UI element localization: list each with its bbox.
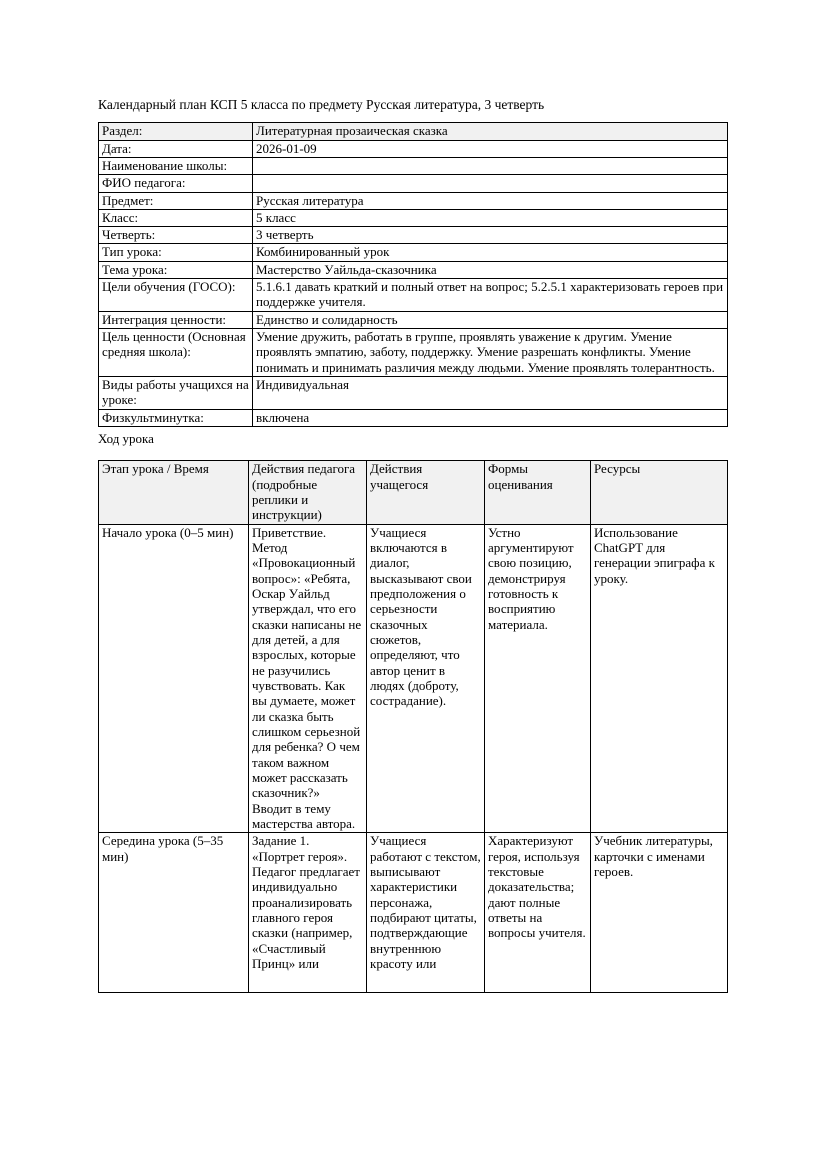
lesson-row-start [99, 524, 728, 833]
cell-student-actions: Учащиеся включаются в диалог, высказывают свои предположения о серьезности сказочных сюжетов, определяют, что автор ценит в людях (доброту, сострадание). [367, 524, 485, 833]
cell-assessment: Устно аргументируют свою позицию, демонстрируя готовность к восприятию материала. [485, 524, 591, 833]
info-row-date [99, 140, 728, 157]
info-label: Раздел: [99, 123, 253, 140]
info-label: Четверть: [99, 227, 253, 244]
info-row-values-integration [99, 311, 728, 328]
info-row-lesson-topic [99, 261, 728, 278]
column-header-assessment: Формы оценивания [485, 461, 591, 524]
info-value: 5 класс [253, 209, 728, 226]
info-label: Наименование школы: [99, 157, 253, 174]
info-row-grade [99, 209, 728, 226]
cell-teacher-actions: Задание 1. «Портрет героя». Педагог предлагает индивидуально проанализировать главного героя сказки (например, «Счастливый Принц» или [249, 833, 367, 993]
info-value: Комбинированный урок [253, 244, 728, 261]
cell-stage: Середина урока (5–35 мин) [99, 833, 249, 993]
info-row-work-types [99, 377, 728, 410]
info-label: Интеграция ценности: [99, 311, 253, 328]
info-value: 2026-01-09 [253, 140, 728, 157]
cell-student-actions: Учащиеся работают с текстом, выписывают характеристики персонажа, подбирают цитаты, подтверждающие внутреннюю красоту или [367, 833, 485, 993]
info-value: 3 четверть [253, 227, 728, 244]
info-row-values-goal [99, 329, 728, 377]
lesson-stages-table [98, 460, 728, 993]
cell-resources: Учебник литературы, карточки с именами героев. [591, 833, 728, 993]
column-header-stage: Этап урока / Время [99, 461, 249, 524]
info-row-teacher [99, 175, 728, 192]
column-header-teacher-actions: Действия педагога (подробные реплики и инструкции) [249, 461, 367, 524]
info-label: Тип урока: [99, 244, 253, 261]
info-value [253, 175, 728, 192]
info-value: Русская литература [253, 192, 728, 209]
lesson-course-heading: Ход урока [98, 431, 154, 447]
info-value: Индивидуальная [253, 377, 728, 410]
cell-stage: Начало урока (0–5 мин) [99, 524, 249, 833]
info-value: Умение дружить, работать в группе, проявлять уважение к другим. Умение проявлять эмпатию, заботу, поддержку. Умение разрешать конфликты. Умение понимать и принимать различия между людьми. Умение проявлять толерантность. [253, 329, 728, 377]
info-value [253, 157, 728, 174]
info-value: Единство и солидарность [253, 311, 728, 328]
cell-resources: Использование ChatGPT для генерации эпиграфа к уроку. [591, 524, 728, 833]
info-label: ФИО педагога: [99, 175, 253, 192]
info-value: включена [253, 409, 728, 426]
document-page [98, 97, 727, 993]
info-label: Цель ценности (Основная средняя школа): [99, 329, 253, 377]
column-header-resources: Ресурсы [591, 461, 728, 524]
info-label: Предмет: [99, 192, 253, 209]
info-row-section [99, 123, 728, 140]
cell-teacher-actions: Приветствие. Метод «Провокационный вопрос»: «Ребята, Оскар Уайльд утверждал, что его сказки написаны не для детей, а для взрослых, которые не разучились чувствовать. Как вы думаете, может ли сказка быть слишком серьезной для ребенка? О чем таком важном может рассказать сказочник?» Вводит в тему мастерства автора. [249, 524, 367, 833]
column-header-student-actions: Действия учащегося [367, 461, 485, 524]
info-label: Дата: [99, 140, 253, 157]
info-label: Тема урока: [99, 261, 253, 278]
info-row-subject [99, 192, 728, 209]
info-value: 5.1.6.1 давать краткий и полный ответ на вопрос; 5.2.5.1 характеризовать героев при поддержке учителя. [253, 279, 728, 312]
info-label: Цели обучения (ГОСО): [99, 279, 253, 312]
info-row-lesson-type [99, 244, 728, 261]
info-row-quarter [99, 227, 728, 244]
info-label: Физкультминутка: [99, 409, 253, 426]
lesson-table-header-row [99, 461, 728, 524]
info-label: Класс: [99, 209, 253, 226]
info-row-phys-minute [99, 409, 728, 426]
document-title: Календарный план КСП 5 класса по предмету Русская литература, 3 четверть [98, 97, 545, 112]
info-label: Виды работы учащихся на уроке: [99, 377, 253, 410]
info-value: Литературная прозаическая сказка [253, 123, 728, 140]
info-row-objectives [99, 279, 728, 312]
info-row-school [99, 157, 728, 174]
info-value: Мастерство Уайльда-сказочника [253, 261, 728, 278]
cell-assessment: Характеризуют героя, используя текстовые доказательства; дают полные ответы на вопросы учителя. [485, 833, 591, 993]
lesson-row-middle [99, 833, 728, 993]
lesson-info-table [98, 122, 728, 427]
